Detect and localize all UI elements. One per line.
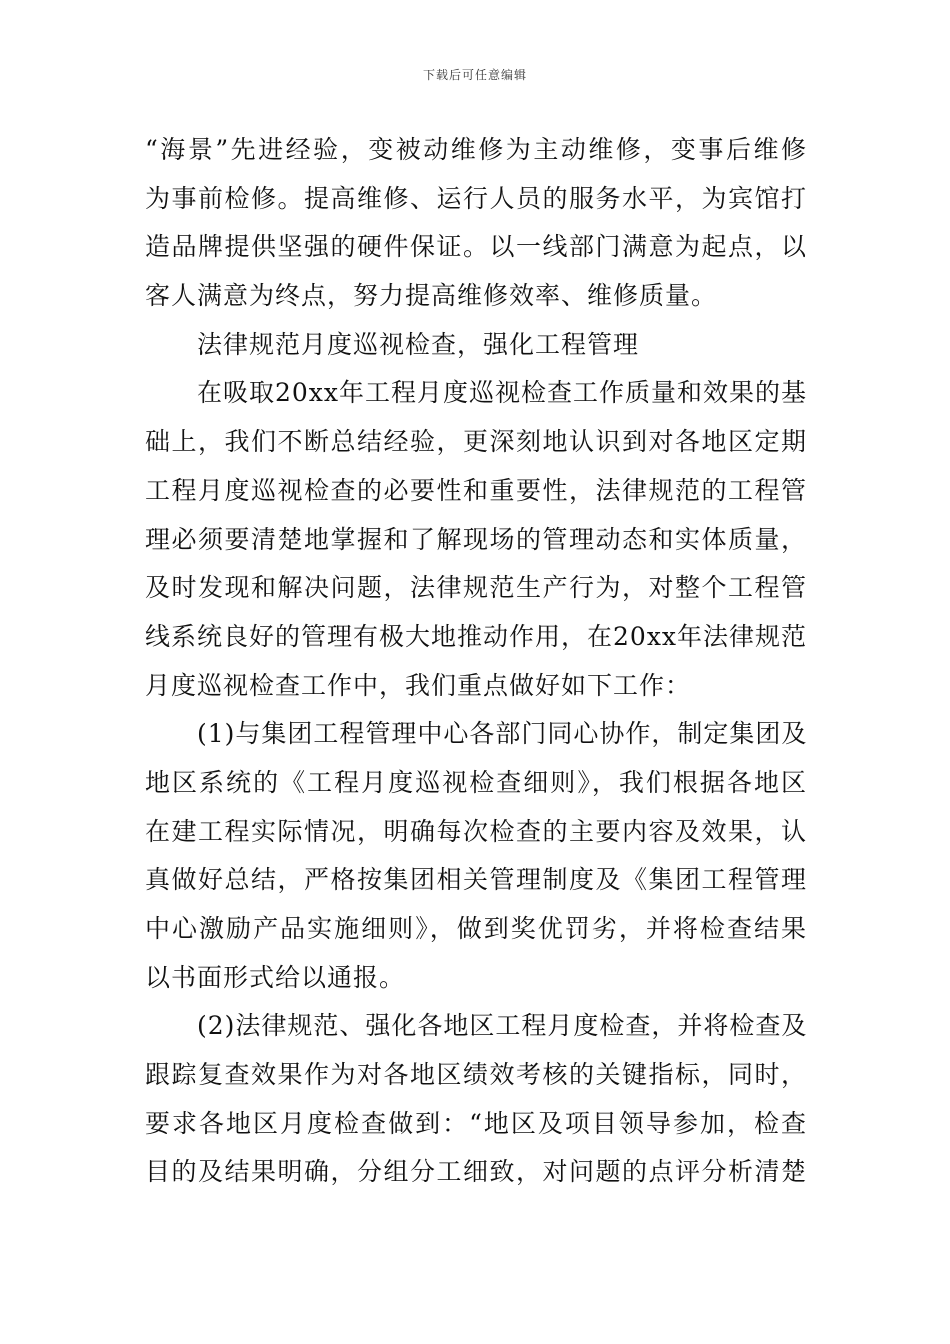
text-line: 理必须要清楚地掌握和了解现场的管理动态和实体质量， xyxy=(145,524,807,554)
text-line: 月度巡视检查工作中，我们重点做好如下工作： xyxy=(145,670,692,700)
text-line: 在吸取20xx年工程月度巡视检查工作质量和效果的基 xyxy=(197,378,808,408)
text-line: 为事前检修。提高维修、运行人员的服务水平，为宾馆打 xyxy=(145,183,807,213)
text-line: 工程月度巡视检查的必要性和重要性，法律规范的工程管 xyxy=(145,475,807,505)
text-line: 跟踪复查效果作为对各地区绩效考核的关键指标，同时， xyxy=(145,1060,807,1090)
text-line: 以书面形式给以通报。 xyxy=(145,962,406,992)
text-line: 客人满意为终点，努力提高维修效率、维修质量。 xyxy=(145,281,718,311)
text-line: (2)法律规范、强化各地区工程月度检查，并将检查及 xyxy=(197,1011,808,1041)
text-line: 线系统良好的管理有极大地推动作用，在20xx年法律规范 xyxy=(145,621,808,651)
text-line: (1)与集团工程管理中心各部门同心协作，制定集团及 xyxy=(197,719,808,749)
text-line: 地区系统的《工程月度巡视检查细则》，我们根据各地区 xyxy=(145,767,807,797)
text-line: 法律规范月度巡视检查，强化工程管理 xyxy=(197,329,640,359)
text-line: 在建工程实际情况，明确每次检查的主要内容及效果，认 xyxy=(145,816,807,846)
text-line: 要求各地区月度检查做到：“地区及项目领导参加，检查 xyxy=(145,1108,807,1138)
text-line: 目的及结果明确，分组分工细致，对问题的点评分析清楚 xyxy=(145,1157,807,1187)
page-header-note: 下载后可任意编辑 xyxy=(422,68,527,82)
text-line: “海景”先进经验，变被动维修为主动维修，变事后维修 xyxy=(145,135,807,164)
text-line: 中心激励产品实施细则》，做到奖优罚劣，并将检查结果 xyxy=(145,914,807,943)
text-line: 造品牌提供坚强的硬件保证。以一线部门满意为起点，以 xyxy=(145,232,807,262)
text-line: 础上，我们不断总结经验，更深刻地认识到对各地区定期 xyxy=(145,427,807,457)
text-line: 真做好总结，严格按集团相关管理制度及《集团工程管理 xyxy=(145,865,807,895)
document-body xyxy=(145,126,807,1197)
text-line: 及时发现和解决问题，法律规范生产行为，对整个工程管 xyxy=(145,573,807,603)
